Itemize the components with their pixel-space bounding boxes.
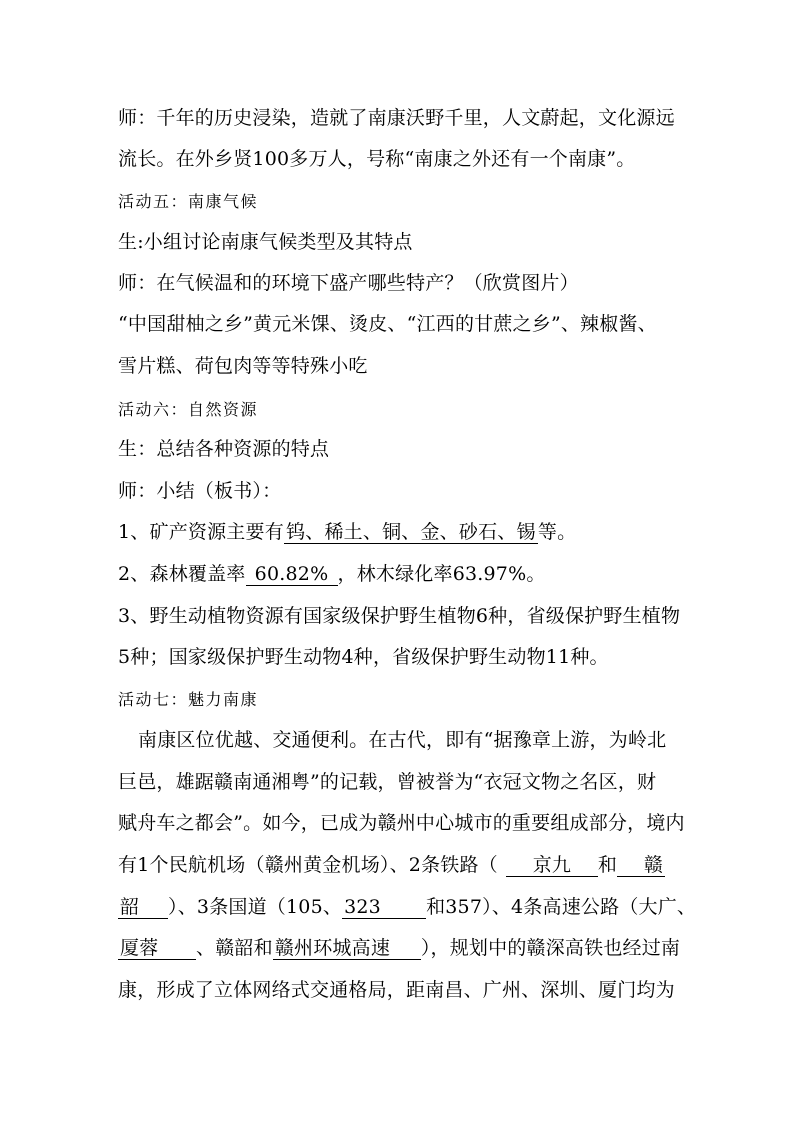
fill-blank-answer: 赣州环城高速 — [273, 937, 421, 960]
text-line: 师：在气候温和的环境下盛产哪些特产？（欣赏图片） — [118, 272, 579, 294]
text-segment: 有1个民航机场（赣州黄金机场）、2条铁路（ — [118, 854, 498, 876]
text-line: 巨邑，雄踞赣南通湘粤”的记载，曾被誉为“衣冠文物之名区，财 — [118, 771, 657, 793]
text-line: “中国甜柚之乡”黄元米馃、烫皮、“江西的甘蔗之乡”、辣椒酱、 — [118, 313, 657, 335]
text-line: 生:小组讨论南康气候类型及其特点 — [118, 231, 413, 253]
fill-blank-answer: 323 — [342, 896, 426, 919]
text-segment: 和357）、4条高速公路（大广、 — [426, 896, 697, 918]
text-line: 流长。在外乡贤100多万人，号称“南康之外还有一个南康”。 — [118, 148, 636, 170]
text-line: 康，形成了立体网络式交通格局，距南昌、广州、深圳、厦门均为 — [118, 979, 675, 1001]
text-line: 5种；国家级保护野生动物4种，省级保护野生动物11种。 — [118, 646, 609, 668]
activity-heading: 活动五：南康气候 — [118, 192, 259, 211]
fill-blank-answer: 钨、稀土、铜、金、砂石、锡 — [284, 521, 538, 544]
text-line: 师：千年的历史浸染，造就了南康沃野千里，人文蔚起，文化源远 — [118, 107, 675, 129]
text-segment: ）、3条国道（105、 — [168, 896, 343, 918]
fill-blank-answer: 厦蓉 — [118, 937, 196, 960]
text-line — [118, 936, 694, 960]
text-segment: ，林木绿化率63.97%。 — [337, 563, 546, 585]
text-line — [118, 520, 694, 544]
fill-blank-answer: 京九 — [506, 854, 598, 877]
fill-blank-answer: 韶 — [118, 896, 168, 919]
text-segment: ），规划中的赣深高铁也经过南 — [420, 937, 681, 959]
fill-blank-answer: 60.82% — [246, 563, 338, 586]
text-segment: 2、森林覆盖率 — [118, 563, 246, 585]
text-line — [118, 895, 697, 919]
activity-heading: 活动六：自然资源 — [118, 400, 259, 419]
text-segment: 等。 — [537, 521, 577, 543]
text-segment: 1、矿产资源主要有 — [118, 521, 284, 543]
text-line: 雪片糕、荷包肉等等特殊小吃 — [118, 355, 368, 377]
fill-blank-answer: 赣 — [617, 854, 665, 877]
text-line: 师：小结（板书）： — [118, 480, 282, 502]
text-line: 生：总结各种资源的特点 — [118, 438, 330, 460]
text-line: 赋舟车之都会”。如今，已成为赣州中心城市的重要组成部分，境内 — [118, 812, 685, 834]
text-segment: 、赣韶和 — [196, 937, 273, 959]
text-line: 南康区位优越、交通便利。在古代，即有“据豫章上游，为岭北 — [138, 729, 667, 751]
text-line — [118, 562, 694, 586]
activity-heading: 活动七：魅力南康 — [118, 690, 259, 709]
text-line: 3、野生动植物资源有国家级保护野生植物6种，省级保护野生植物 — [118, 605, 681, 627]
text-line — [118, 853, 694, 877]
text-segment: 和 — [597, 854, 618, 876]
